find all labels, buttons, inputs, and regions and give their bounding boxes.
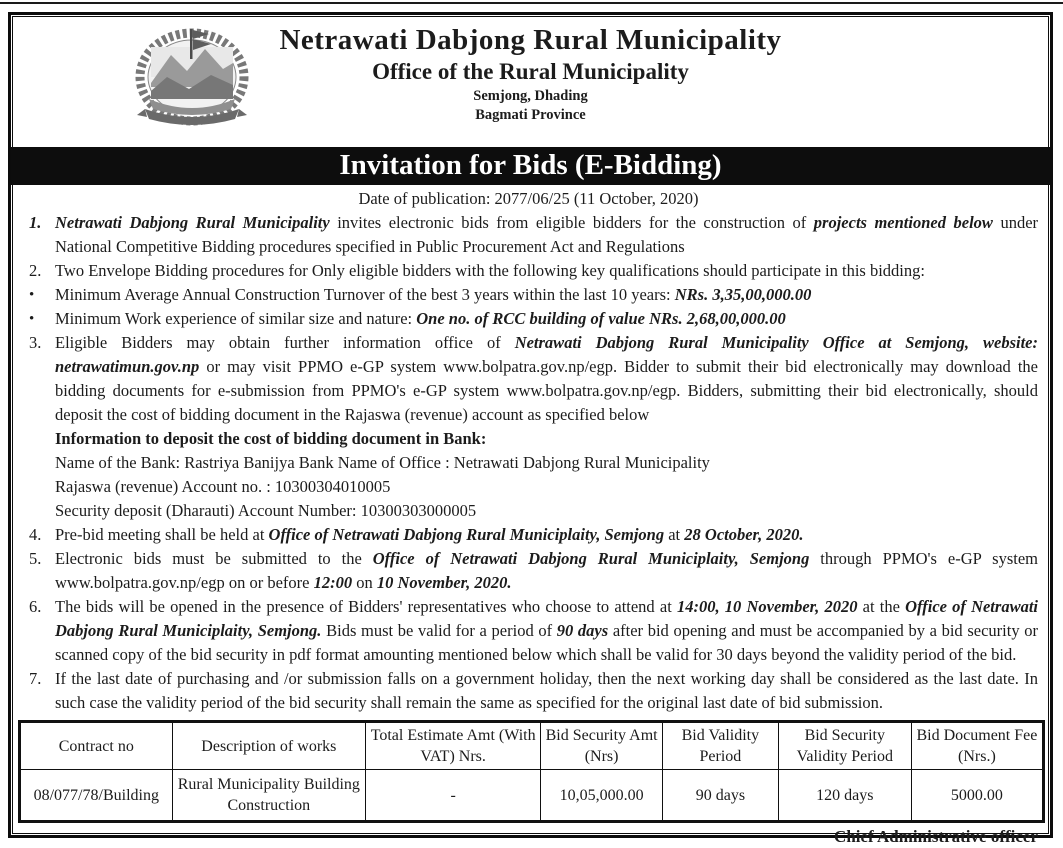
item-text: The bids will be opened in the presence of Bidders' representatives who choose to attend at 14:00, 10 November, 2020 at the Office of Netrawati Dabjong Rural Municiplaity, Semjong. Bids must be valid for a period of 90 days after bid opening and must be accompanied by a bid security or scanned copy of the bid security in pdf format amounting mentioned below which shall be valid for 30 days beyond the validity period of the bid.: [55, 597, 1038, 664]
office-name: Office of the Rural Municipality: [372, 59, 689, 84]
bid-table-data-row: [20, 770, 1044, 822]
notice-item-6: [19, 595, 1038, 667]
item-text: Electronic bids must be submitted to the Office of Netrawati Dabjong Rural Municiplaity, Semjong through PPMO's e-GP system www.bolpatra.gov.np/egp on or before 12:00 on 10 November, 2020.: [55, 549, 1038, 592]
bid-table: [18, 720, 1045, 823]
notice-bullet-2: [19, 307, 1038, 331]
item-marker: 4.: [29, 525, 42, 544]
item-marker: 6.: [29, 597, 42, 616]
notice-header: [11, 17, 1050, 139]
cell-bid-validity: 90 days: [663, 770, 779, 822]
cell-contract-no: 08/077/78/Building: [20, 770, 173, 822]
municipality-name: Netrawati Dabjong Rural Municipality: [279, 24, 782, 56]
notice-body: [11, 185, 1050, 715]
bullet-marker: •: [29, 287, 35, 303]
signature-line: Chief Administrative officer: [834, 827, 1038, 846]
item-marker: 1.: [29, 213, 42, 232]
notice-item-5: [19, 547, 1038, 595]
notice-item-3: [19, 331, 1038, 523]
bank-info-block: [55, 427, 1038, 523]
item-text: If the last date of purchasing and /or submission falls on a government holiday, then the next working day shall be considered as the last date. In such case the validity period of the bid security shall remain the same as specified for the original last date of bid submission.: [55, 669, 1038, 712]
notice-item-7: [19, 667, 1038, 715]
item-text: Netrawati Dabjong Rural Municipality invites electronic bids from eligible bidders for the construction of projects mentioned below under National Competitive Bidding procedures specified in Public Procurement Act and Regulations: [55, 213, 1039, 256]
item-text: [55, 331, 1038, 523]
col-contract-no: Contract no: [20, 722, 173, 770]
item-text: Two Envelope Bidding procedures for Only eligible bidders with the following key qualifications should participate in this bidding:: [55, 261, 925, 280]
col-bid-validity: Bid Validity Period: [663, 722, 779, 770]
cell-bid-document-fee: 5000.00: [911, 770, 1043, 822]
col-bid-security-validity: Bid Security Validity Period: [778, 722, 911, 770]
item-text: Minimum Work experience of similar size and nature: One no. of RCC building of value NRs. 2,68,00,000.00: [55, 309, 786, 328]
nepal-coat-of-arms-icon: [127, 21, 257, 127]
item-marker: 5.: [29, 549, 42, 568]
publication-date: Date of publication: 2077/06/25 (11 October, 2020): [358, 189, 699, 208]
notice-item-4: [19, 523, 1038, 547]
item-marker: 2.: [29, 261, 42, 280]
cell-bid-security-amt: 10,05,000.00: [541, 770, 663, 822]
item-marker: 3.: [29, 333, 42, 352]
bank-info-heading: Information to deposit the cost of bidding document in Bank:: [55, 429, 487, 448]
notice-frame: [8, 12, 1053, 846]
item-text: Pre-bid meeting shall be held at Office of Netrawati Dabjong Rural Municiplaity, Semjong at 28 October, 2020.: [55, 525, 804, 544]
invitation-banner: Invitation for Bids (E-Bidding): [11, 147, 1050, 185]
security-account-line: Security deposit (Dharauti) Account Number: 10300303000005: [55, 501, 477, 520]
col-bid-security-amt: Bid Security Amt (Nrs): [541, 722, 663, 770]
newspaper-top-rule: [0, 2, 1063, 4]
item-marker: 7.: [29, 669, 42, 688]
bid-table-header-row: [20, 722, 1044, 770]
revenue-account-line: Rajaswa (revenue) Account no. : 10300304010005: [55, 477, 391, 496]
cell-bid-security-validity: 120 days: [778, 770, 911, 822]
item-text-segments: Eligible Bidders may obtain further information office of Netrawati Dabjong Rural Municipality Office at Semjong, website: netrawatimun.gov.np or may visit PPMO e-GP system www.bolpatra.gov.np/egp. Bidder to submit their bid electronically may download the bidding documents for e-submission from PPMO's e-GP system www.bolpatra.gov.np/egp. Bidders, submitting their bid electronically, should deposit the cost of bidding document in the Rajaswa (revenue) account as specified below: [55, 333, 1038, 424]
notice-item-1: [19, 211, 1038, 259]
col-bid-document-fee: Bid Document Fee (Nrs.): [911, 722, 1043, 770]
address-line-1: Semjong, Dhading: [473, 88, 588, 104]
notice-bullet-1: [19, 283, 1038, 307]
nepal-emblem-logo: [127, 21, 257, 127]
item-text: Minimum Average Annual Construction Turnover of the best 3 years within the last 10 years: NRs. 3,35,00,000.00: [55, 285, 812, 304]
address-line-2: Bagmati Province: [475, 107, 586, 123]
bank-name-line: Name of the Bank: Rastriya Banijya Bank Name of Office : Netrawati Dabjong Rural Municipality: [55, 453, 710, 472]
col-total-estimate: Total Estimate Amt (With VAT) Nrs.: [366, 722, 541, 770]
bullet-marker: •: [29, 311, 35, 327]
notice-item-2: [19, 259, 1038, 283]
cell-description: Rural Municipality Building Construction: [172, 770, 366, 822]
col-description: Description of works: [172, 722, 366, 770]
cell-total-estimate: -: [366, 770, 541, 822]
